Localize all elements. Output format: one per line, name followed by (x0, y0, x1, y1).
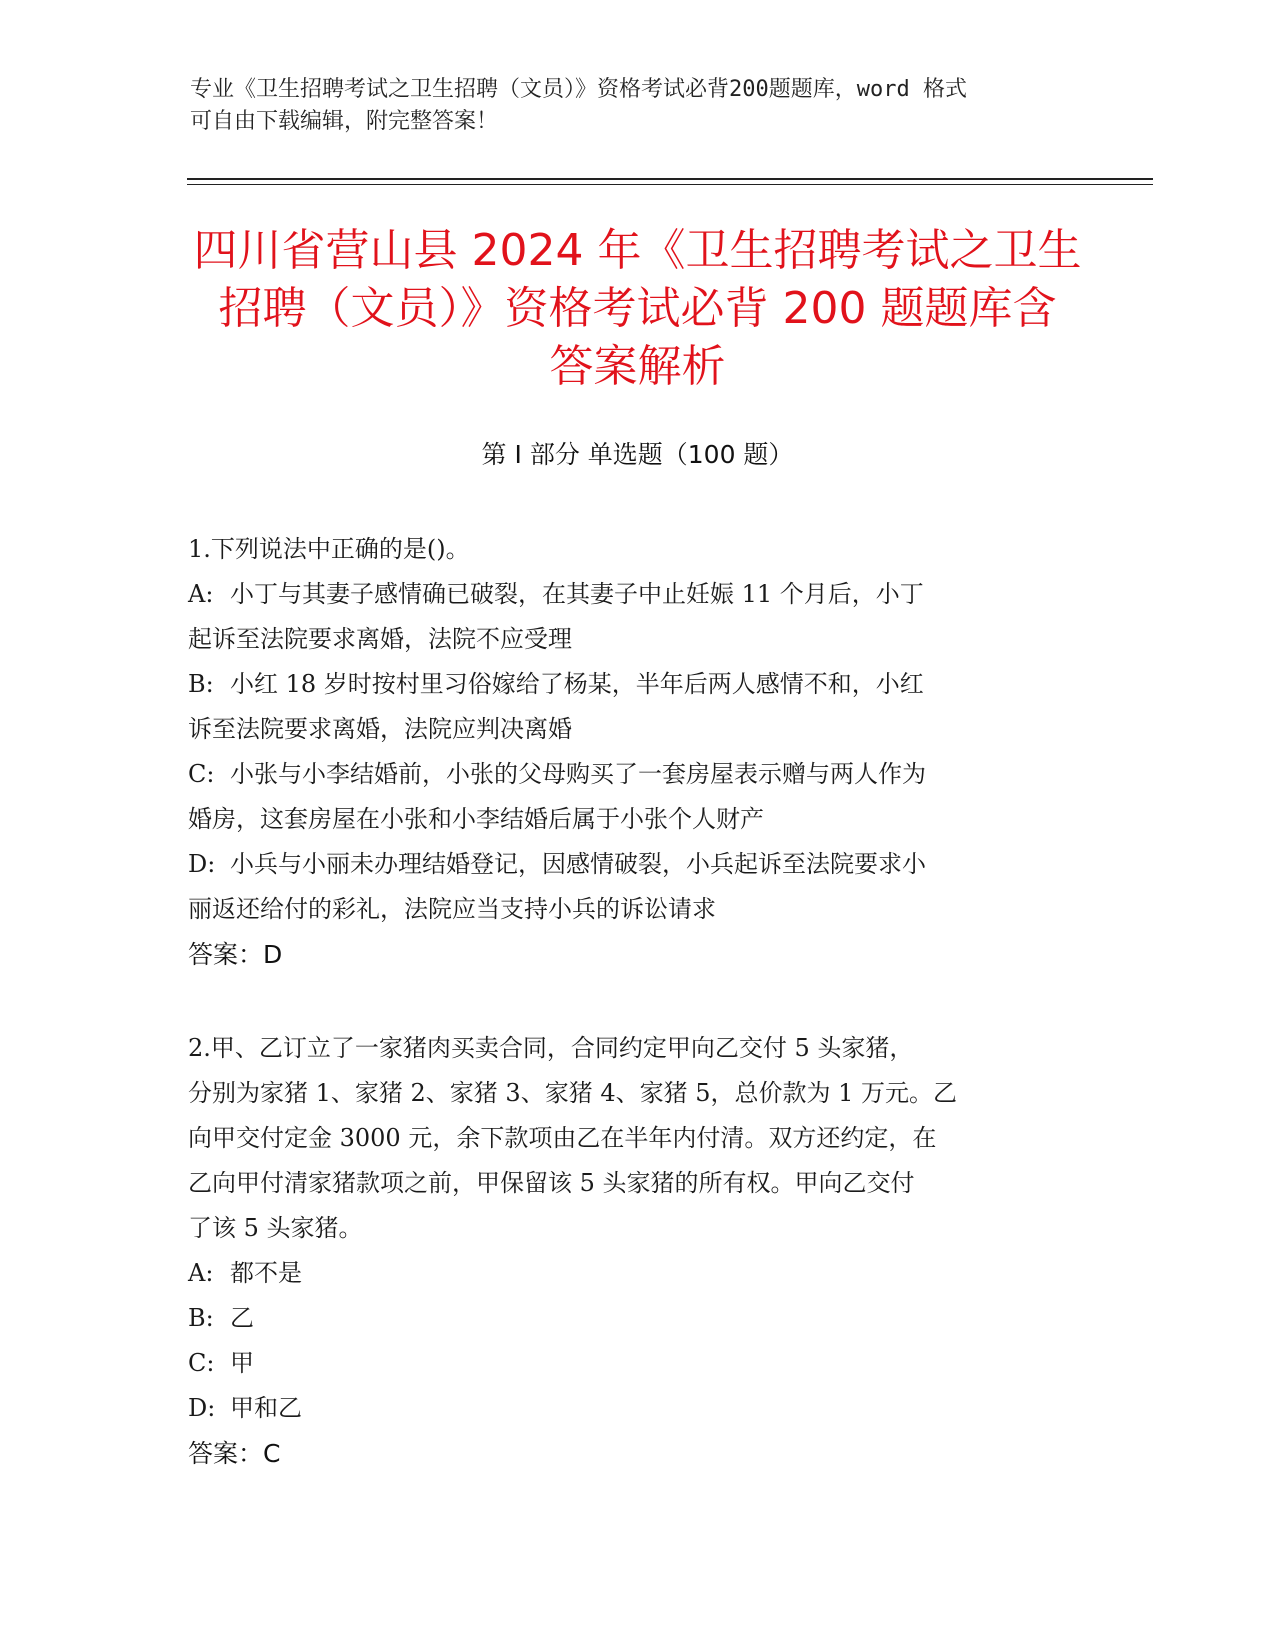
option-text: 小红 18 岁时按村里习俗嫁给了杨某，半年后两人感情不和，小红 (230, 670, 924, 698)
option-text: 甲和乙 (230, 1394, 302, 1422)
question-stem: 2.甲、乙订立了一家猪肉买卖合同，合同约定甲向乙交付 5 头家猪， (188, 1034, 914, 1062)
option-text: 婚房，这套房屋在小张和小李结婚后属于小张个人财产 (188, 805, 764, 833)
question-1 (188, 527, 1088, 977)
option-b (188, 662, 1088, 752)
section-heading: 第 I 部分 单选题（100 题） (481, 440, 794, 469)
option-letter: B: (188, 1304, 214, 1332)
title-line: 四川省营山县 2024 年《卫生招聘考试之卫生 (193, 225, 1082, 276)
question-stem: 向甲交付定金 3000 元，余下款项由乙在半年内付清。双方还约定，在 (188, 1124, 937, 1152)
option-letter: D: (188, 1394, 216, 1422)
option-text: 起诉至法院要求离婚，法院不应受理 (188, 625, 572, 653)
option-b (188, 1296, 1088, 1341)
option-text: 小兵与小丽未办理结婚登记，因感情破裂，小兵起诉至法院要求小 (230, 850, 926, 878)
option-text: 诉至法院要求离婚，法院应判决离婚 (188, 715, 572, 743)
option-d (188, 842, 1088, 932)
option-text: 小丁与其妻子感情确已破裂，在其妻子中止妊娠 11 个月后，小丁 (230, 580, 924, 608)
option-a (188, 572, 1088, 662)
title-line: 招聘（文员）》资格考试必背 200 题题库含 (218, 283, 1057, 334)
option-a (188, 1251, 1088, 1296)
option-letter: C: (188, 760, 215, 788)
header-note-line: 专业《卫生招聘考试之卫生招聘（文员）》资格考试必背200题题库，word 格式 (190, 77, 967, 102)
option-letter: B: (188, 670, 214, 698)
title-line: 答案解析 (549, 341, 726, 392)
header-note-line: 可自由下载编辑，附完整答案！ (190, 109, 499, 134)
option-letter: A: (188, 1259, 214, 1287)
option-letter: C: (188, 1349, 215, 1377)
header-divider-thick (187, 178, 1153, 180)
question-stem: 了该 5 头家猪。 (188, 1214, 363, 1242)
option-letter: A: (188, 580, 214, 608)
option-text: 小张与小李结婚前，小张的父母购买了一套房屋表示赠与两人作为 (230, 760, 926, 788)
question-2 (188, 1026, 1088, 1476)
answer-line: 答案：C (188, 1439, 281, 1468)
option-d (188, 1386, 1088, 1431)
option-letter: D: (188, 850, 216, 878)
header-divider-thin (187, 184, 1153, 185)
option-text: 丽返还给付的彩礼，法院应当支持小兵的诉讼请求 (188, 895, 716, 923)
option-text: 甲 (230, 1349, 254, 1377)
document-title (150, 222, 1125, 396)
option-c (188, 752, 1088, 842)
option-text: 都不是 (230, 1259, 302, 1287)
question-stem: 乙向甲付清家猪款项之前，甲保留该 5 头家猪的所有权。甲向乙交付 (188, 1169, 915, 1197)
answer-line: 答案：D (188, 940, 283, 969)
option-c (188, 1341, 1088, 1386)
question-stem: 分别为家猪 1、家猪 2、家猪 3、家猪 4、家猪 5，总价款为 1 万元。乙 (188, 1079, 958, 1107)
header-note (190, 74, 1090, 138)
option-text: 乙 (230, 1304, 254, 1332)
question-stem: 1.下列说法中正确的是()。 (188, 535, 470, 563)
